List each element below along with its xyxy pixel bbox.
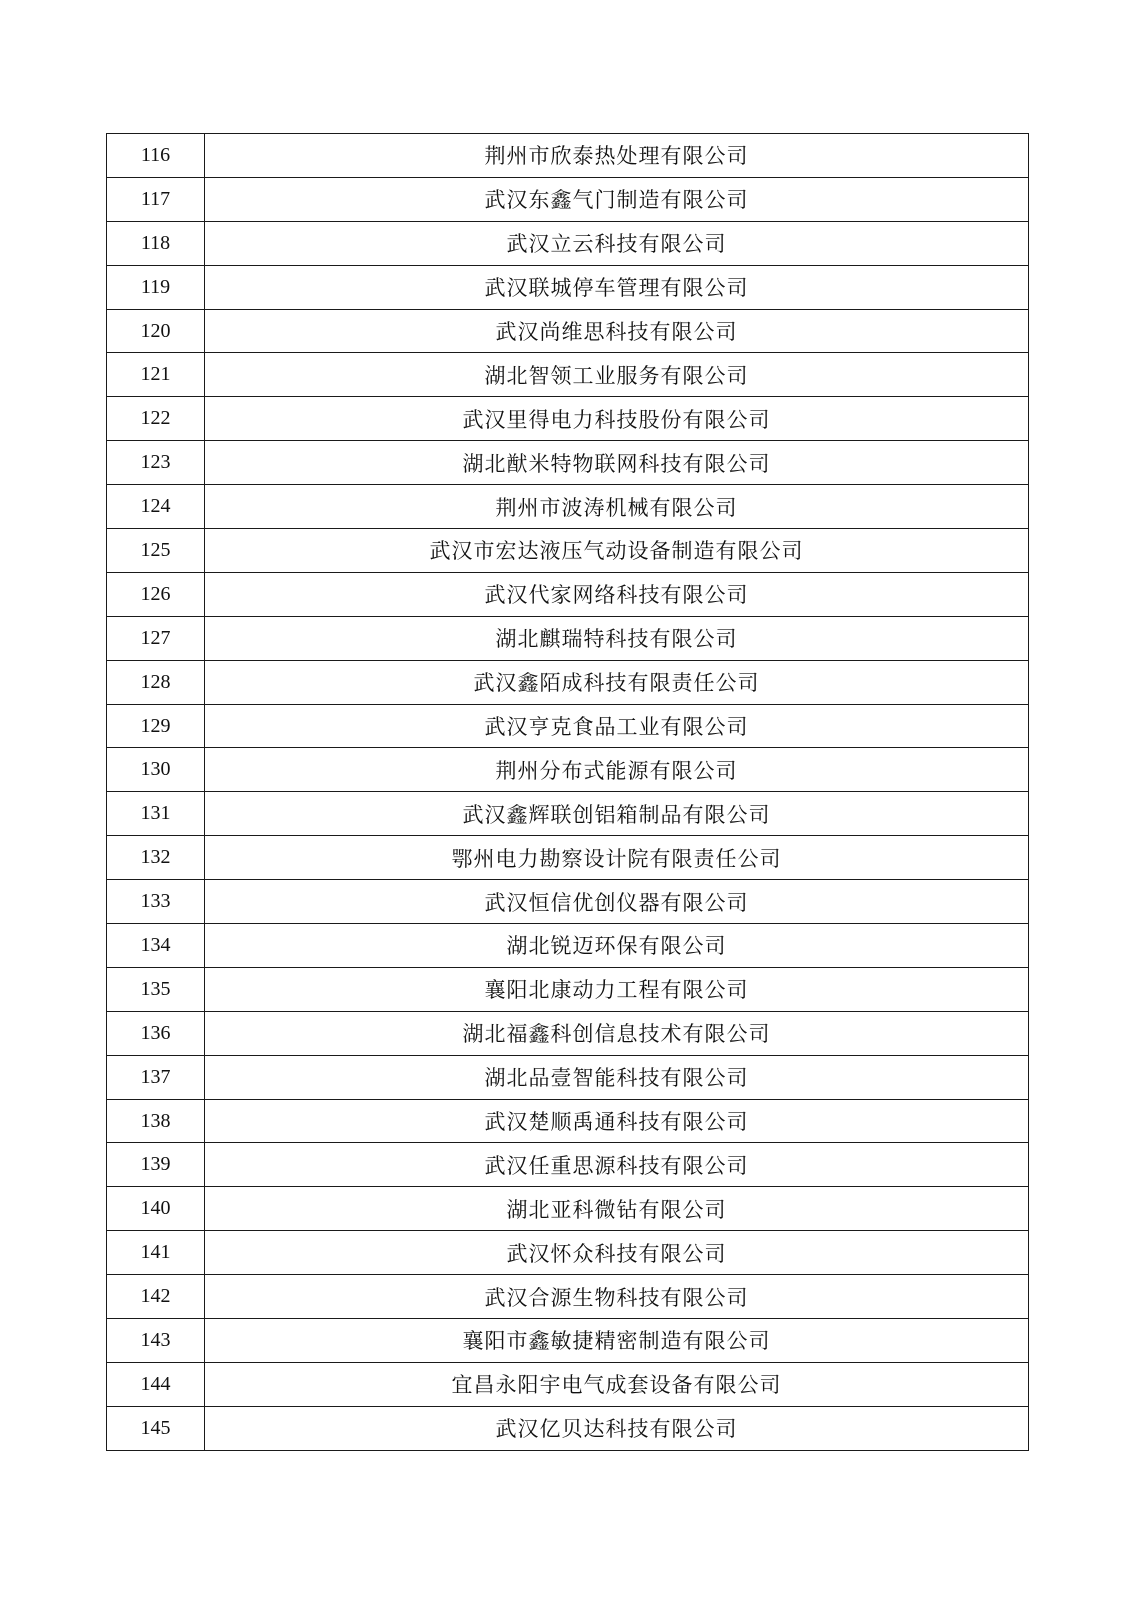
- company-name: 湖北福鑫科创信息技术有限公司: [205, 1011, 1029, 1055]
- row-number: 130: [107, 748, 205, 792]
- company-name: 湖北亚科微钻有限公司: [205, 1187, 1029, 1231]
- company-name: 宜昌永阳宇电气成套设备有限公司: [205, 1362, 1029, 1406]
- row-number: 122: [107, 397, 205, 441]
- table-row: [107, 572, 1029, 616]
- table-row: [107, 1143, 1029, 1187]
- company-name: 武汉亿贝达科技有限公司: [205, 1406, 1029, 1450]
- row-number: 117: [107, 177, 205, 221]
- row-number: 138: [107, 1099, 205, 1143]
- table-row: [107, 441, 1029, 485]
- company-name: 武汉恒信优创仪器有限公司: [205, 880, 1029, 924]
- row-number: 135: [107, 967, 205, 1011]
- company-name: 荆州市欣泰热处理有限公司: [205, 134, 1029, 178]
- row-number: 144: [107, 1362, 205, 1406]
- row-number: 128: [107, 660, 205, 704]
- company-name: 武汉市宏达液压气动设备制造有限公司: [205, 529, 1029, 573]
- table-row: [107, 1362, 1029, 1406]
- company-name: 武汉联城停车管理有限公司: [205, 265, 1029, 309]
- company-name: 武汉代家网络科技有限公司: [205, 572, 1029, 616]
- row-number: 132: [107, 836, 205, 880]
- company-name: 湖北锐迈环保有限公司: [205, 924, 1029, 968]
- company-name: 武汉亨克食品工业有限公司: [205, 704, 1029, 748]
- row-number: 126: [107, 572, 205, 616]
- table-row: [107, 221, 1029, 265]
- company-name: 襄阳北康动力工程有限公司: [205, 967, 1029, 1011]
- company-name: 武汉楚顺禹通科技有限公司: [205, 1099, 1029, 1143]
- row-number: 129: [107, 704, 205, 748]
- company-name: 武汉鑫辉联创铝箱制品有限公司: [205, 792, 1029, 836]
- table-row: [107, 924, 1029, 968]
- table-row: [107, 1055, 1029, 1099]
- company-name: 鄂州电力勘察设计院有限责任公司: [205, 836, 1029, 880]
- table-row: [107, 265, 1029, 309]
- table-row: [107, 1319, 1029, 1363]
- company-name: 武汉任重思源科技有限公司: [205, 1143, 1029, 1187]
- row-number: 142: [107, 1275, 205, 1319]
- row-number: 134: [107, 924, 205, 968]
- company-name: 武汉鑫陌成科技有限责任公司: [205, 660, 1029, 704]
- table-row: [107, 1406, 1029, 1450]
- table-row: [107, 1099, 1029, 1143]
- company-name: 武汉里得电力科技股份有限公司: [205, 397, 1029, 441]
- row-number: 116: [107, 134, 205, 178]
- table-row: [107, 529, 1029, 573]
- row-number: 137: [107, 1055, 205, 1099]
- row-number: 124: [107, 485, 205, 529]
- row-number: 127: [107, 616, 205, 660]
- row-number: 131: [107, 792, 205, 836]
- table-row: [107, 353, 1029, 397]
- row-number: 121: [107, 353, 205, 397]
- company-name: 湖北麒瑞特科技有限公司: [205, 616, 1029, 660]
- company-name: 襄阳市鑫敏捷精密制造有限公司: [205, 1319, 1029, 1363]
- company-name: 武汉东鑫气门制造有限公司: [205, 177, 1029, 221]
- company-name: 武汉尚维思科技有限公司: [205, 309, 1029, 353]
- table-row: [107, 836, 1029, 880]
- row-number: 141: [107, 1231, 205, 1275]
- company-name: 荆州市波涛机械有限公司: [205, 485, 1029, 529]
- row-number: 140: [107, 1187, 205, 1231]
- row-number: 143: [107, 1319, 205, 1363]
- table-row: [107, 660, 1029, 704]
- table-row: [107, 134, 1029, 178]
- row-number: 120: [107, 309, 205, 353]
- table-row: [107, 1187, 1029, 1231]
- company-list-body: [107, 134, 1029, 1451]
- company-name: 湖北智领工业服务有限公司: [205, 353, 1029, 397]
- row-number: 119: [107, 265, 205, 309]
- table-row: [107, 967, 1029, 1011]
- table-row: [107, 397, 1029, 441]
- row-number: 133: [107, 880, 205, 924]
- table-row: [107, 309, 1029, 353]
- table-row: [107, 748, 1029, 792]
- table-row: [107, 485, 1029, 529]
- table-row: [107, 704, 1029, 748]
- table-row: [107, 1011, 1029, 1055]
- company-name: 湖北品壹智能科技有限公司: [205, 1055, 1029, 1099]
- company-name: 湖北猷米特物联网科技有限公司: [205, 441, 1029, 485]
- company-name: 武汉合源生物科技有限公司: [205, 1275, 1029, 1319]
- table-row: [107, 616, 1029, 660]
- company-name: 荆州分布式能源有限公司: [205, 748, 1029, 792]
- table-row: [107, 880, 1029, 924]
- table-row: [107, 177, 1029, 221]
- row-number: 136: [107, 1011, 205, 1055]
- company-name: 武汉立云科技有限公司: [205, 221, 1029, 265]
- company-list-table: [106, 133, 1029, 1451]
- table-row: [107, 1275, 1029, 1319]
- row-number: 145: [107, 1406, 205, 1450]
- row-number: 123: [107, 441, 205, 485]
- company-name: 武汉怀众科技有限公司: [205, 1231, 1029, 1275]
- row-number: 125: [107, 529, 205, 573]
- row-number: 139: [107, 1143, 205, 1187]
- table-row: [107, 1231, 1029, 1275]
- table-row: [107, 792, 1029, 836]
- row-number: 118: [107, 221, 205, 265]
